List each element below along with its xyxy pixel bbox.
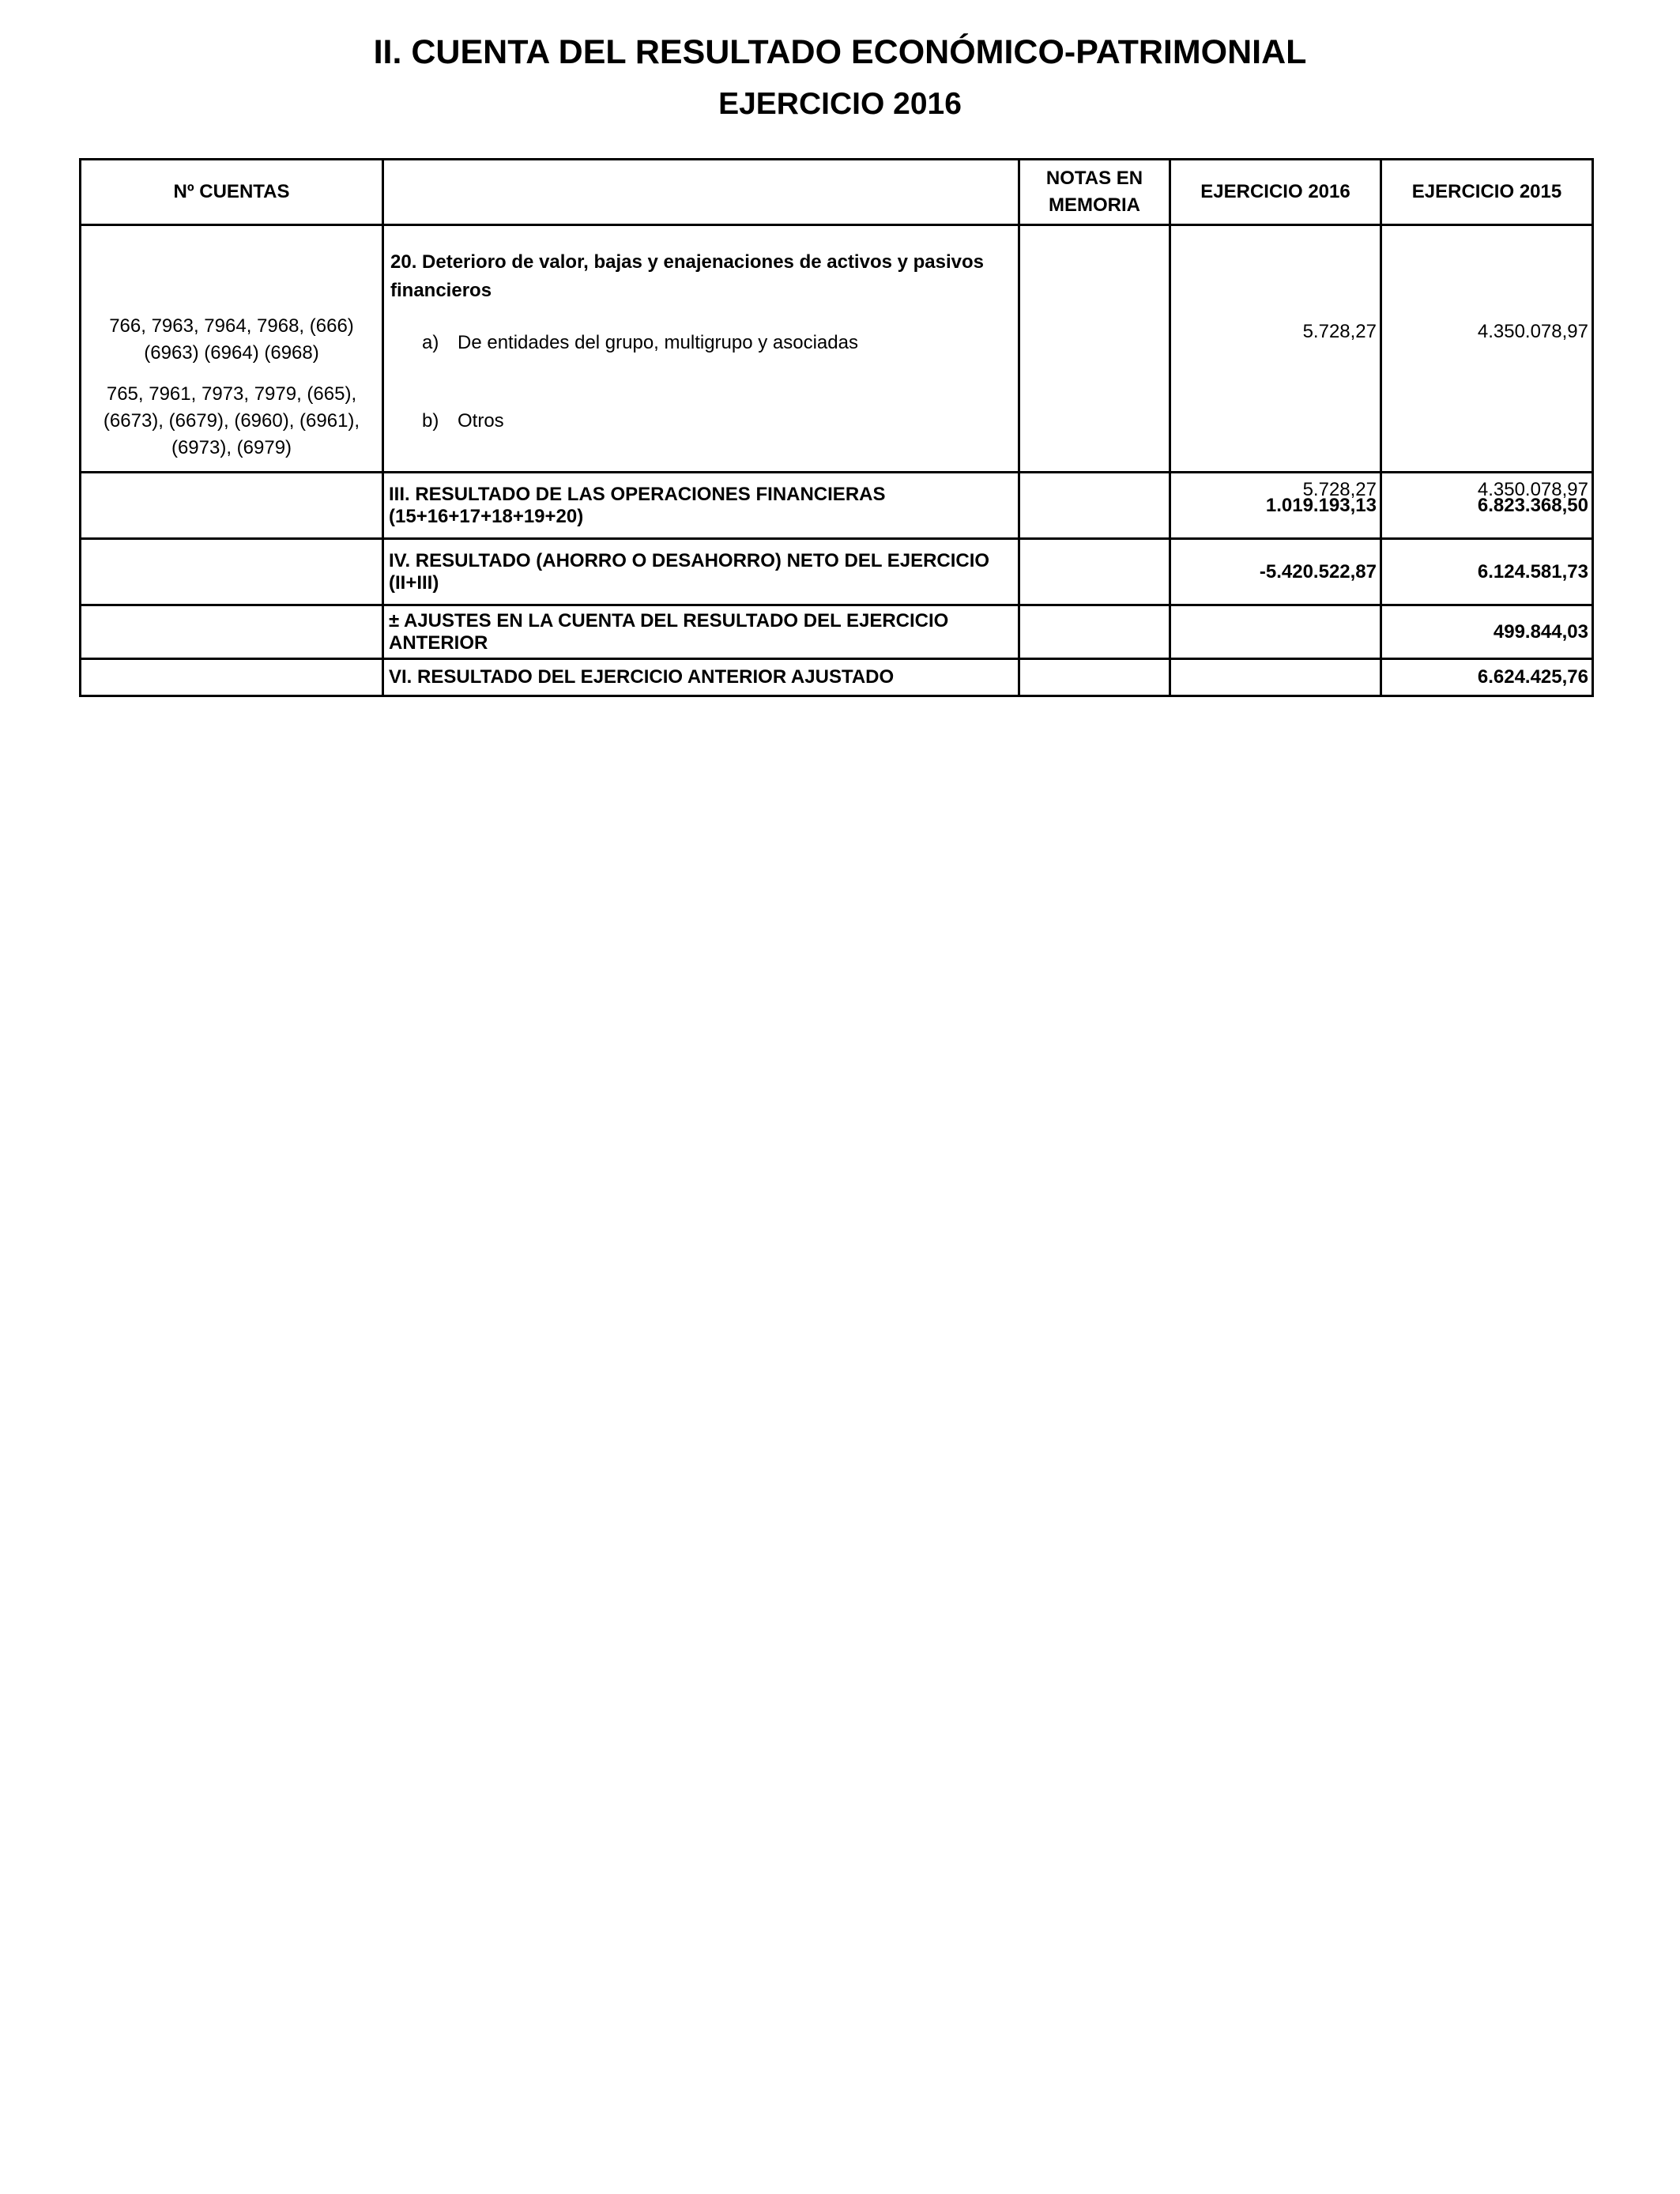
section-20-2015-cell — [1381, 225, 1593, 500]
section-20-heading-2015: 4.350.078,97 — [1477, 321, 1588, 342]
total-iii-2016: 1.019.193,13 — [1170, 473, 1381, 539]
total-iii-description: III. RESULTADO DE LAS OPERACIONES FINANCIERAS (15+16+17+18+19+20) — [383, 473, 1019, 539]
section-20-description-cell — [383, 225, 1019, 473]
header-cuentas: Nº CUENTAS — [81, 160, 383, 225]
total-vi-description: VI. RESULTADO DEL EJERCICIO ANTERIOR AJUSTADO — [383, 659, 1019, 696]
total-iv-notas — [1019, 539, 1170, 605]
result-account-table — [79, 158, 1594, 697]
section-20-cuentas-cell — [81, 225, 383, 473]
total-ajustes-notas — [1019, 605, 1170, 659]
section-20-heading-2016: 5.728,27 — [1302, 321, 1377, 342]
total-vi-2016 — [1170, 659, 1381, 696]
item-b-text: Otros — [458, 410, 504, 432]
total-row-ajustes — [81, 605, 1593, 659]
total-iv-cuentas — [81, 539, 383, 605]
total-ajustes-2016 — [1170, 605, 1381, 659]
table-header-row — [81, 160, 1593, 225]
item-b-cuentas: 765, 7961, 7973, 7979, (665), (6673), (6679), (6960), (6961), (6973), (6979) — [103, 383, 360, 458]
page-subtitle: EJERCICIO 2016 — [718, 87, 962, 121]
header-ejercicio-2016: EJERCICIO 2016 — [1170, 160, 1381, 225]
total-ajustes-2015: 499.844,03 — [1381, 605, 1593, 659]
total-vi-cuentas — [81, 659, 383, 696]
header-descripcion — [383, 160, 1019, 225]
item-b-label: b) — [422, 410, 439, 432]
item-b-2015: 4.350.078,97 — [1477, 479, 1588, 500]
total-ajustes-description: ± AJUSTES EN LA CUENTA DEL RESULTADO DEL EJERCICIO ANTERIOR — [383, 605, 1019, 659]
section-20-row — [81, 225, 1593, 473]
total-iii-2015: 6.823.368,50 — [1381, 473, 1593, 539]
section-20-2016-cell — [1170, 225, 1381, 500]
total-row-vi — [81, 659, 1593, 696]
item-a-text: De entidades del grupo, multigrupo y asociadas — [458, 332, 858, 353]
total-row-iv — [81, 539, 1593, 605]
section-20-notas-cell — [1019, 225, 1170, 473]
total-iv-description: IV. RESULTADO (AHORRO O DESAHORRO) NETO DEL EJERCICIO (II+III) — [383, 539, 1019, 605]
header-notas: NOTAS EN MEMORIA — [1019, 160, 1170, 225]
total-ajustes-cuentas — [81, 605, 383, 659]
item-a-label: a) — [422, 332, 439, 353]
total-iv-2015: 6.124.581,73 — [1381, 539, 1593, 605]
total-iii-cuentas — [81, 473, 383, 539]
item-b-2016: 5.728,27 — [1302, 479, 1377, 500]
section-20-heading: 20. Deterioro de valor, bajas y enajenaciones de activos y pasivos financieros — [390, 251, 985, 301]
item-b-description — [390, 407, 1011, 435]
item-a-cuentas: 766, 7963, 7964, 7968, (666) (6963) (6964) (6968) — [109, 315, 354, 364]
total-vi-notas — [1019, 659, 1170, 696]
total-iv-2016: -5.420.522,87 — [1170, 539, 1381, 605]
header-ejercicio-2015: EJERCICIO 2015 — [1381, 160, 1593, 225]
total-iii-notas — [1019, 473, 1170, 539]
item-a-description — [390, 329, 1011, 357]
page-title: II. CUENTA DEL RESULTADO ECONÓMICO-PATRIMONIAL — [373, 33, 1307, 71]
total-vi-2015: 6.624.425,76 — [1381, 659, 1593, 696]
